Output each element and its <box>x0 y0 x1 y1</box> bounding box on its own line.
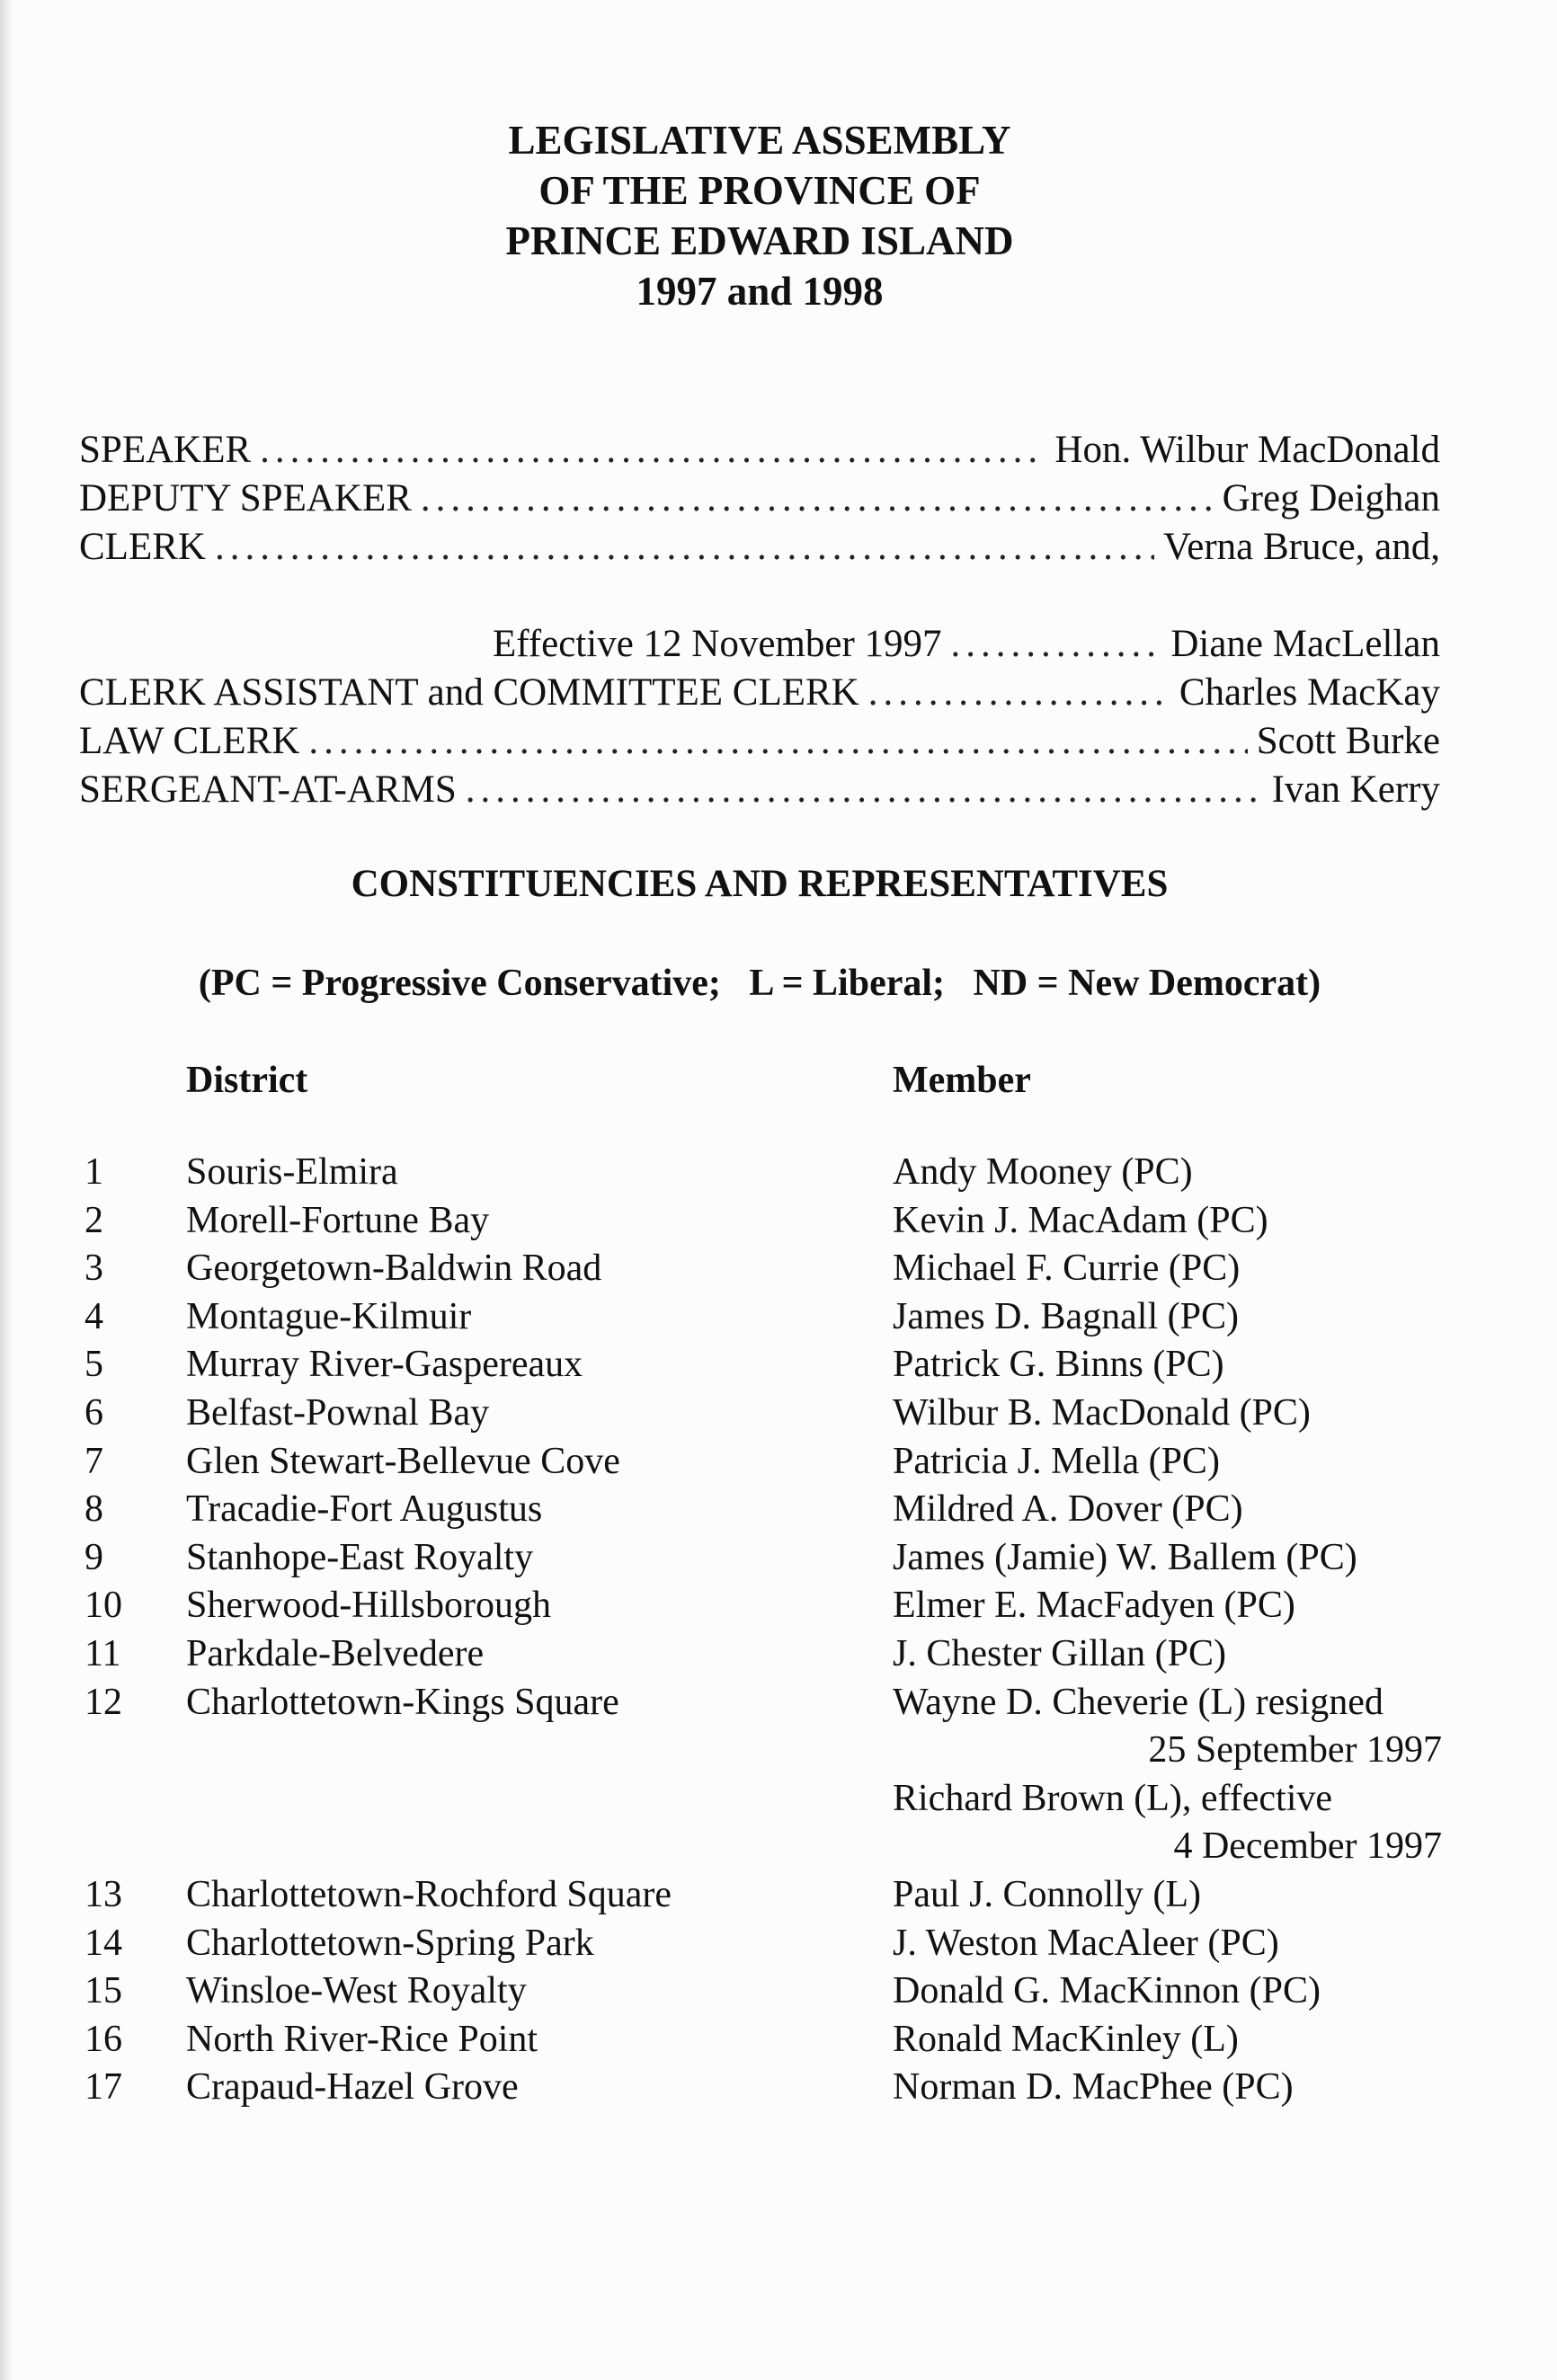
member-cell <box>893 2064 1442 2112</box>
district-name: Stanhope-East Royalty <box>186 1536 534 1578</box>
officer-role: SERGEANT-AT-ARMS <box>79 768 457 811</box>
document-title <box>0 115 1519 316</box>
member-cell <box>893 1967 1442 2016</box>
title-line: OF THE PROVINCE OF <box>538 168 981 213</box>
table-row <box>85 1293 1442 1342</box>
dot-leader <box>466 766 1263 814</box>
district-name: Morell-Fortune Bay <box>186 1199 490 1241</box>
title-line: 1997 and 1998 <box>636 269 884 314</box>
district-number: 9 <box>85 1536 103 1578</box>
officers-list <box>79 426 1440 814</box>
member-name: 4 December 1997 <box>1173 1825 1442 1868</box>
member-cell <box>893 1920 1442 1968</box>
district-name: Sherwood-Hillsborough <box>186 1585 551 1627</box>
member-cell <box>893 1534 1442 1583</box>
table-row <box>85 1486 1442 1534</box>
member-name: Kevin J. MacAdam (PC) <box>893 1199 1268 1241</box>
district-number: 16 <box>85 2018 122 2060</box>
member-name: 25 September 1997 <box>1148 1729 1442 1772</box>
officer-role: DEPUTY SPEAKER <box>79 477 412 520</box>
member-cell <box>893 1341 1442 1390</box>
district-number: 10 <box>85 1585 122 1627</box>
officer-name: Diane MacLellan <box>1170 623 1440 665</box>
dot-leader <box>421 475 1214 523</box>
district-number: 7 <box>85 1440 103 1482</box>
table-row <box>85 1871 1442 1920</box>
table-row <box>85 1582 1442 1630</box>
member-cell <box>893 1438 1442 1487</box>
table-row <box>85 2064 1442 2112</box>
district-name: Belfast-Pownal Bay <box>186 1391 490 1434</box>
district-name: Georgetown-Baldwin Road <box>186 1248 602 1290</box>
table-row <box>85 1341 1442 1390</box>
district-number: 2 <box>85 1199 103 1241</box>
district-number: 15 <box>85 1970 122 2012</box>
party-legend: (PC = Progressive Conservative; L = Liberal; ND = New Democrat) <box>198 963 1321 1004</box>
officer-row-law-clerk <box>79 717 1440 766</box>
member-cell <box>893 1293 1442 1342</box>
district-name: Murray River-Gaspereaux <box>186 1344 583 1386</box>
member-name: Richard Brown (L), effective <box>893 1777 1333 1819</box>
column-header-member: Member <box>893 1060 1031 1101</box>
member-cell <box>893 1871 1442 1920</box>
district-name: Parkdale-Belvedere <box>186 1632 485 1674</box>
district-name: Souris-Elmira <box>186 1151 398 1193</box>
table-row <box>85 1197 1442 1246</box>
member-cell <box>893 1197 1442 1246</box>
dot-leader <box>260 426 1045 475</box>
title-line: LEGISLATIVE ASSEMBLY <box>508 118 1011 163</box>
member-cell <box>893 1390 1442 1438</box>
officer-row-clerk-assistant <box>79 669 1440 717</box>
district-number: 3 <box>85 1248 103 1290</box>
member-name: J. Chester Gillan (PC) <box>893 1632 1226 1674</box>
member-name: Michael F. Currie (PC) <box>893 1248 1241 1290</box>
district-name: Winsloe-West Royalty <box>186 1970 527 2012</box>
column-header-district: District <box>186 1060 308 1101</box>
officer-name: Ivan Kerry <box>1271 768 1440 811</box>
section-title: CONSTITUENCIES AND REPRESENTATIVES <box>351 863 1169 905</box>
officer-role: Effective 12 November 1997 <box>493 623 942 665</box>
member-cell <box>893 1149 1442 1197</box>
member-name: James D. Bagnall (PC) <box>893 1295 1239 1337</box>
district-number: 17 <box>85 2066 122 2109</box>
dot-leader <box>215 523 1154 572</box>
district-number: 5 <box>85 1344 103 1386</box>
district-name: Tracadie-Fort Augustus <box>186 1488 543 1531</box>
officer-name: Greg Deighan <box>1222 477 1440 520</box>
member-name: Donald G. MacKinnon (PC) <box>893 1970 1321 2012</box>
officer-row-clerk <box>79 523 1440 572</box>
district-name: Charlottetown-Rochford Square <box>186 1873 672 1915</box>
member-name: J. Weston MacAleer (PC) <box>893 1922 1279 1964</box>
district-name: Crapaud-Hazel Grove <box>186 2066 519 2109</box>
table-row <box>85 1438 1442 1487</box>
officer-row-speaker <box>79 426 1440 475</box>
district-name: North River-Rice Point <box>186 2018 538 2060</box>
dot-leader <box>951 620 1162 669</box>
title-line: PRINCE EDWARD ISLAND <box>505 218 1014 263</box>
table-row <box>85 2016 1442 2065</box>
member-cell <box>893 1630 1442 1679</box>
member-cell <box>893 1486 1442 1534</box>
district-number: 13 <box>85 1873 122 1915</box>
member-cell <box>893 1582 1442 1630</box>
member-name: Norman D. MacPhee (PC) <box>893 2066 1294 2109</box>
member-cell <box>893 2016 1442 2065</box>
officer-role: CLERK ASSISTANT and COMMITTEE CLERK <box>79 671 859 714</box>
officer-name: Verna Bruce, and, <box>1162 526 1440 568</box>
dot-leader <box>308 717 1247 766</box>
member-name: James (Jamie) W. Ballem (PC) <box>893 1536 1357 1578</box>
table-row <box>85 1390 1442 1438</box>
district-number: 8 <box>85 1488 103 1531</box>
dot-leader <box>868 669 1170 717</box>
district-number: 6 <box>85 1391 103 1434</box>
page-edge-shadow <box>0 0 13 2380</box>
member-name: Elmer E. MacFadyen (PC) <box>893 1585 1295 1627</box>
member-name: Patricia J. Mella (PC) <box>893 1440 1220 1482</box>
table-row <box>85 1630 1442 1679</box>
officer-row-clerk-effective <box>79 620 1440 669</box>
officer-row-deputy-speaker <box>79 475 1440 523</box>
constituency-table <box>85 1149 1442 2112</box>
member-name: Ronald MacKinley (L) <box>893 2018 1239 2060</box>
table-row <box>85 1920 1442 1968</box>
officer-role: LAW CLERK <box>79 720 300 762</box>
table-row <box>85 1534 1442 1583</box>
officer-name: Charles MacKay <box>1179 671 1440 714</box>
district-name: Glen Stewart-Bellevue Cove <box>186 1440 620 1482</box>
district-number: 1 <box>85 1151 103 1193</box>
member-name: Andy Mooney (PC) <box>893 1151 1193 1193</box>
member-name: Wayne D. Cheverie (L) resigned <box>893 1681 1384 1723</box>
member-name: Patrick G. Binns (PC) <box>893 1344 1224 1386</box>
district-number: 12 <box>85 1681 122 1723</box>
district-name: Charlottetown-Kings Square <box>186 1681 619 1723</box>
table-row <box>85 1679 1442 1871</box>
member-cell <box>893 1679 1442 1871</box>
district-number: 14 <box>85 1922 122 1964</box>
officer-name: Scott Burke <box>1256 720 1440 762</box>
member-name: Mildred A. Dover (PC) <box>893 1488 1243 1531</box>
district-name: Charlottetown-Spring Park <box>186 1922 594 1964</box>
member-name: Wilbur B. MacDonald (PC) <box>893 1391 1311 1434</box>
officer-role: CLERK <box>79 526 206 568</box>
district-number: 4 <box>85 1295 103 1337</box>
officer-role: SPEAKER <box>79 429 252 471</box>
officer-name: Hon. Wilbur MacDonald <box>1054 429 1440 471</box>
table-row <box>85 1149 1442 1197</box>
district-name: Montague-Kilmuir <box>186 1295 472 1337</box>
member-name: Paul J. Connolly (L) <box>893 1873 1201 1915</box>
table-row <box>85 1245 1442 1293</box>
member-cell <box>893 1245 1442 1293</box>
district-number: 11 <box>85 1632 121 1674</box>
table-row <box>85 1967 1442 2016</box>
officer-row-sergeant-at-arms <box>79 766 1440 814</box>
